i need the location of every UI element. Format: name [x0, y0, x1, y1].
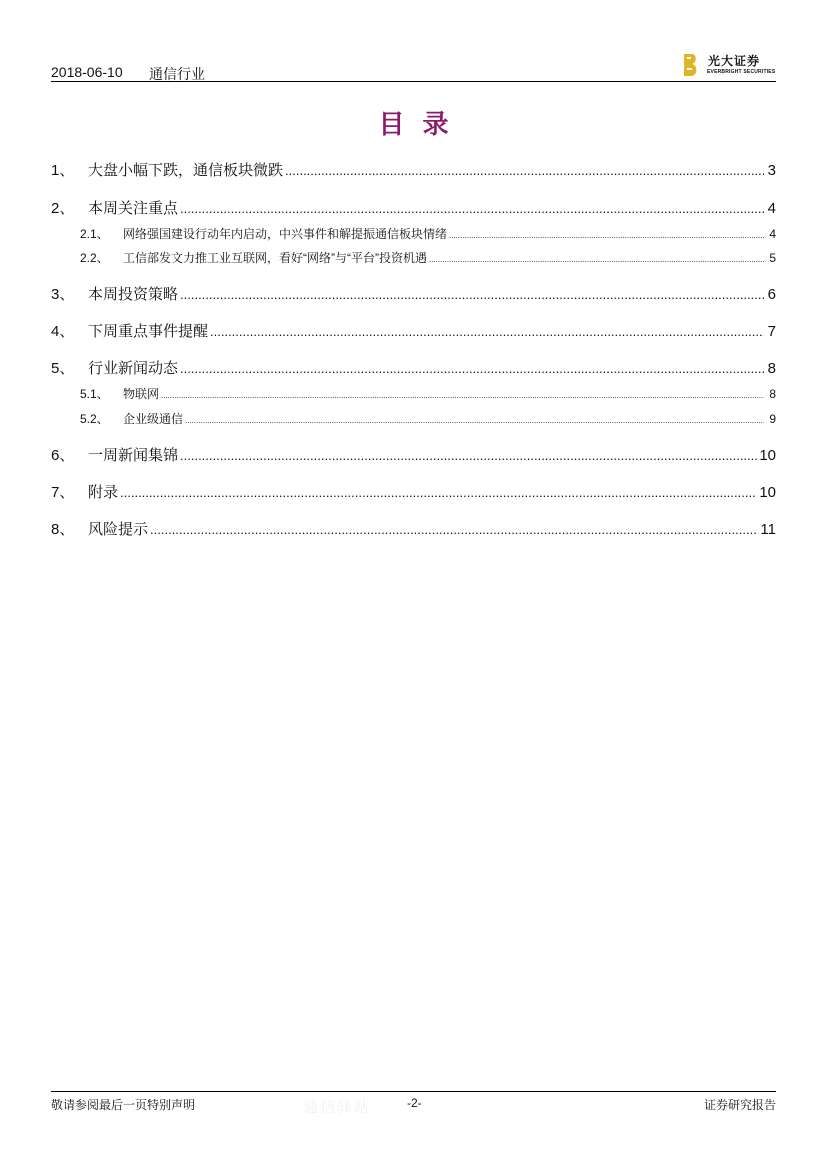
- toc-leader-dots: [449, 231, 764, 240]
- toc-leader-dots: [210, 324, 764, 339]
- footer-watermark: 通信驿站: [303, 1099, 372, 1116]
- toc-entry-title: 物联网: [123, 387, 160, 401]
- toc-title: 目录: [378, 110, 467, 140]
- toc-entry-title: 大盘小幅下跌，通信板块微跌: [88, 162, 284, 179]
- toc-entry-4[interactable]: [51, 320, 776, 341]
- toc-entry-page: 5: [769, 251, 776, 265]
- toc-entry-page: 11: [760, 521, 776, 538]
- toc-entry-title: 行业新闻动态: [88, 360, 179, 377]
- toc-entry-8[interactable]: [51, 518, 776, 539]
- toc-entry-page: 4: [769, 227, 776, 241]
- toc-leader-dots: [180, 287, 764, 302]
- toc-entry-2[interactable]: [51, 197, 776, 218]
- toc-entry-number: 2、: [51, 200, 75, 217]
- toc-entry-6[interactable]: [51, 444, 776, 465]
- toc-entry-7[interactable]: [51, 481, 776, 502]
- toc-entry-5-2[interactable]: [51, 410, 776, 427]
- toc-entry-2-1[interactable]: [51, 225, 776, 242]
- footer-report-type: 证券研究报告: [703, 1098, 776, 1112]
- toc-entry-title: 工信部发文力推工业互联网，看好“网络”与“平台”投资机遇: [123, 251, 427, 265]
- toc-leader-dots: [180, 201, 764, 216]
- report-sector: 通信行业: [149, 66, 205, 82]
- logo-cn-text: 光大证券: [708, 54, 761, 68]
- toc-entry-page: 10: [759, 484, 776, 501]
- toc-leader-dots: [185, 416, 764, 425]
- toc-entry-page: 7: [767, 323, 776, 340]
- toc-leader-dots: [180, 448, 757, 463]
- logo-mark-icon: [684, 54, 698, 76]
- toc-entry-page: 6: [767, 286, 776, 303]
- report-date: 2018-06-10: [51, 64, 123, 80]
- toc-leader-dots: [285, 163, 764, 178]
- toc-entry-title: 网络强国建设行动年内启动，中兴事件和解提振通信板块情绪: [123, 227, 448, 241]
- toc-entry-page: 10: [759, 447, 776, 464]
- footer-page-number: -2-: [407, 1096, 422, 1110]
- toc-leader-dots: [429, 255, 764, 264]
- toc-entry-page: 8: [767, 360, 776, 377]
- toc-entry-2-2[interactable]: [51, 249, 776, 266]
- page-header: [51, 52, 776, 82]
- toc-entry-number: 7、: [51, 484, 75, 501]
- toc-entry-1[interactable]: [51, 159, 776, 180]
- footer-rule: [51, 1091, 776, 1092]
- toc-entry-title: 一周新闻集锦: [88, 447, 179, 464]
- toc-leader-dots: [161, 391, 764, 400]
- toc-leader-dots: [180, 361, 764, 376]
- toc-entry-number: 6、: [51, 447, 75, 464]
- toc-entry-title: 附录: [88, 484, 119, 501]
- toc-entry-page: 9: [769, 412, 776, 426]
- toc-entry-number: 1、: [51, 162, 75, 179]
- toc-entry-page: 3: [767, 162, 776, 179]
- page-footer: [51, 1096, 776, 1116]
- toc-entry-title: 企业级通信: [123, 412, 184, 426]
- toc-entry-3[interactable]: [51, 283, 776, 304]
- toc-entry-number: 2.1、: [80, 227, 109, 241]
- toc-entry-title: 本周投资策略: [88, 286, 179, 303]
- toc-entry-number: 5.2、: [80, 412, 109, 426]
- company-logo: [684, 52, 776, 78]
- toc-leader-dots: [150, 522, 758, 537]
- toc-entry-page: 4: [767, 200, 776, 217]
- header-rule: [51, 81, 776, 82]
- toc-entry-5[interactable]: [51, 357, 776, 378]
- toc-entry-number: 2.2、: [80, 251, 109, 265]
- toc-entry-number: 8、: [51, 521, 75, 538]
- toc-entry-5-1[interactable]: [51, 385, 776, 402]
- toc-entry-title: 风险提示: [88, 521, 149, 538]
- footer-disclaimer: 敬请参阅最后一页特别声明: [51, 1098, 196, 1112]
- toc-leader-dots: [120, 485, 757, 500]
- toc-entry-number: 3、: [51, 286, 75, 303]
- toc-entry-number: 5.1、: [80, 387, 109, 401]
- toc-entry-number: 5、: [51, 360, 75, 377]
- toc-entry-title: 本周关注重点: [88, 200, 179, 217]
- toc-entry-title: 下周重点事件提醒: [88, 323, 209, 340]
- toc-entry-page: 8: [769, 387, 776, 401]
- logo-en-text: EVERBRIGHT SECURITIES: [707, 69, 776, 75]
- toc-entry-number: 4、: [51, 323, 75, 340]
